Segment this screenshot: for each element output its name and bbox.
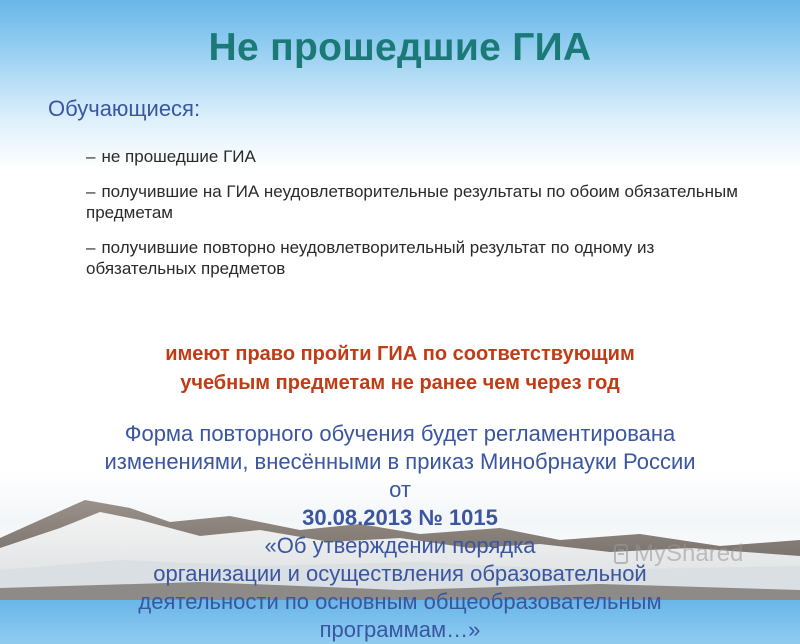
body-line: Форма повторного обучения будет регламентирована xyxy=(124,421,676,446)
myshared-logo-icon xyxy=(612,543,630,565)
bullet-text: получившие на ГИА неудовлетворительные результаты по обоим обязательным предметам xyxy=(86,182,738,222)
body-line-prefix: от xyxy=(389,477,411,502)
body-paragraph xyxy=(40,420,760,644)
bullet-item xyxy=(86,146,746,167)
highlight-line: учебным предметам не ранее чем через год xyxy=(180,372,620,394)
slide-subtitle: Обучающиеся: xyxy=(48,96,201,121)
bullet-text: получившие повторно неудовлетворительный результат по одному из обязательных предметов xyxy=(86,238,655,278)
bullet-item xyxy=(86,181,746,223)
bullet-dash: – xyxy=(86,182,96,201)
body-line: программам…» xyxy=(319,617,481,642)
bullet-text: не прошедшие ГИА xyxy=(101,147,256,166)
order-reference: 30.08.2013 № 1015 xyxy=(302,505,498,530)
bullet-dash: – xyxy=(86,238,96,257)
body-line: деятельности по основным общеобразовательным xyxy=(138,589,662,614)
bullet-list xyxy=(86,146,746,293)
bullet-dash: – xyxy=(86,147,96,166)
slide-title: Не прошедшие ГИА xyxy=(208,26,592,69)
body-line: изменениями, внесёнными в приказ Минобрнауки России xyxy=(104,449,696,474)
body-line-suffix: «Об утверждении порядка xyxy=(264,533,536,558)
body-line: организации и осуществления образовательной xyxy=(153,561,647,586)
bullet-item xyxy=(86,237,746,279)
highlight-line: имеют право пройти ГИА по соответствующим xyxy=(165,343,635,365)
watermark xyxy=(612,540,743,568)
highlight-statement xyxy=(0,340,800,398)
watermark-text: MyShared xyxy=(634,540,744,567)
